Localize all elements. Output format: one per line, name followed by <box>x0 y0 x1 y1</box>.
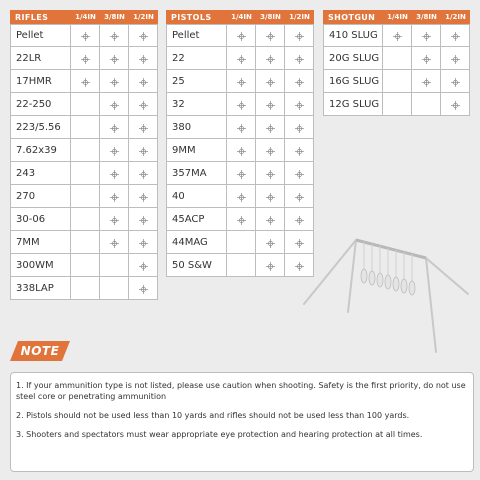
thickness-cell <box>441 93 470 116</box>
crosshair-icon <box>139 216 148 225</box>
thickness-cell <box>71 162 100 185</box>
crosshair-icon <box>237 55 246 64</box>
shotgun-header: SHOTGUN <box>323 10 383 24</box>
table-row <box>323 70 470 93</box>
ammo-name: 410 SLUG <box>323 24 383 47</box>
crosshair-icon <box>139 147 148 156</box>
crosshair-icon <box>139 101 148 110</box>
crosshair-icon <box>237 101 246 110</box>
table-row <box>166 254 314 277</box>
note-box <box>10 372 474 472</box>
thickness-cell <box>227 162 256 185</box>
table-row <box>166 185 314 208</box>
crosshair-icon <box>139 124 148 133</box>
crosshair-icon <box>266 55 275 64</box>
table-row <box>10 47 158 70</box>
table-row <box>166 70 314 93</box>
thickness-cell <box>412 24 441 47</box>
crosshair-icon <box>110 124 119 133</box>
thickness-cell <box>412 47 441 70</box>
table-row <box>323 93 470 116</box>
ammo-name: 32 <box>166 93 227 116</box>
table-row <box>166 116 314 139</box>
thickness-cell <box>71 185 100 208</box>
thickness-cell <box>129 139 158 162</box>
crosshair-icon <box>422 32 431 41</box>
crosshair-icon <box>237 78 246 87</box>
crosshair-icon <box>451 78 460 87</box>
crosshair-icon <box>110 239 119 248</box>
crosshair-icon <box>139 285 148 294</box>
thickness-cell <box>100 162 129 185</box>
ammo-name: 9MM <box>166 139 227 162</box>
column-header-half-inch: 1/2IN <box>129 10 158 24</box>
rifles-header: RIFLES <box>10 10 71 24</box>
thickness-cell <box>256 93 285 116</box>
crosshair-icon <box>266 32 275 41</box>
ammo-name: 357MA <box>166 162 227 185</box>
ammo-name: 50 S&W <box>166 254 227 277</box>
thickness-cell <box>100 254 129 277</box>
thickness-cell <box>100 277 129 300</box>
thickness-cell <box>412 70 441 93</box>
table-row <box>10 93 158 116</box>
crosshair-icon <box>81 55 90 64</box>
thickness-cell <box>285 139 314 162</box>
thickness-cell <box>100 185 129 208</box>
crosshair-icon <box>266 216 275 225</box>
column-header-three-eighths-inch: 3/8IN <box>256 10 285 24</box>
thickness-cell <box>100 139 129 162</box>
column-header-quarter-inch: 1/4IN <box>383 10 412 24</box>
table-row <box>10 231 158 254</box>
ammo-name: 25 <box>166 70 227 93</box>
ammo-name: 12G SLUG <box>323 93 383 116</box>
thickness-cell <box>129 231 158 254</box>
thickness-cell <box>256 47 285 70</box>
crosshair-icon <box>110 216 119 225</box>
thickness-cell <box>227 70 256 93</box>
thickness-cell <box>129 116 158 139</box>
crosshair-icon <box>266 239 275 248</box>
thickness-cell <box>100 93 129 116</box>
thickness-cell <box>71 93 100 116</box>
thickness-cell <box>256 208 285 231</box>
crosshair-icon <box>139 55 148 64</box>
crosshair-icon <box>295 216 304 225</box>
crosshair-icon <box>110 170 119 179</box>
table-row <box>166 139 314 162</box>
thickness-cell <box>227 47 256 70</box>
thickness-cell <box>129 162 158 185</box>
thickness-cell <box>441 24 470 47</box>
thickness-cell <box>71 70 100 93</box>
table-header-row <box>166 10 314 24</box>
table-row <box>323 47 470 70</box>
crosshair-icon <box>451 101 460 110</box>
crosshair-icon <box>266 124 275 133</box>
thickness-cell <box>227 24 256 47</box>
thickness-cell <box>256 116 285 139</box>
table-row <box>166 47 314 70</box>
table-row <box>10 185 158 208</box>
thickness-cell <box>71 47 100 70</box>
crosshair-icon <box>110 32 119 41</box>
thickness-cell <box>256 162 285 185</box>
note-line-3: 3. Shooters and spectators must wear appropriate eye protection and hearing protection at all times. <box>16 430 423 439</box>
crosshair-icon <box>295 78 304 87</box>
thickness-cell <box>71 277 100 300</box>
table-header-row <box>323 10 470 24</box>
thickness-cell <box>256 254 285 277</box>
crosshair-icon <box>266 170 275 179</box>
crosshair-icon <box>139 78 148 87</box>
thickness-cell <box>100 24 129 47</box>
crosshair-icon <box>237 216 246 225</box>
table-header-row <box>10 10 158 24</box>
ammo-name: 223/5.56 <box>10 116 71 139</box>
note-line-1: 1. If your ammunition type is not listed, please use caution when shooting. Safety is the first priority, do not use steel core or penetrating ammunition <box>16 381 466 401</box>
thickness-cell <box>441 47 470 70</box>
thickness-cell <box>100 208 129 231</box>
column-header-quarter-inch: 1/4IN <box>227 10 256 24</box>
thickness-cell <box>227 254 256 277</box>
crosshair-icon <box>451 55 460 64</box>
table-row <box>10 254 158 277</box>
ammo-name: 380 <box>166 116 227 139</box>
table-row <box>323 24 470 47</box>
ammo-name: 300WM <box>10 254 71 277</box>
table-row <box>10 277 158 300</box>
crosshair-icon <box>110 78 119 87</box>
thickness-cell <box>129 47 158 70</box>
crosshair-icon <box>295 124 304 133</box>
pistols-header: PISTOLS <box>166 10 227 24</box>
thickness-cell <box>71 231 100 254</box>
column-header-quarter-inch: 1/4IN <box>71 10 100 24</box>
crosshair-icon <box>110 101 119 110</box>
crosshair-icon <box>81 32 90 41</box>
crosshair-icon <box>139 193 148 202</box>
table-row <box>166 93 314 116</box>
thickness-cell <box>256 185 285 208</box>
crosshair-icon <box>266 262 275 271</box>
ammo-name: 22LR <box>10 47 71 70</box>
thickness-cell <box>256 231 285 254</box>
thickness-cell <box>129 24 158 47</box>
thickness-cell <box>285 162 314 185</box>
crosshair-icon <box>81 78 90 87</box>
thickness-cell <box>256 70 285 93</box>
crosshair-icon <box>139 32 148 41</box>
crosshair-icon <box>295 101 304 110</box>
thickness-cell <box>129 70 158 93</box>
crosshair-icon <box>266 101 275 110</box>
crosshair-icon <box>237 170 246 179</box>
crosshair-icon <box>393 32 402 41</box>
ammo-name: 243 <box>10 162 71 185</box>
table-row <box>10 70 158 93</box>
thickness-cell <box>129 277 158 300</box>
thickness-cell <box>227 208 256 231</box>
thickness-cell <box>227 231 256 254</box>
thickness-cell <box>441 70 470 93</box>
ammo-name: 17HMR <box>10 70 71 93</box>
crosshair-icon <box>139 170 148 179</box>
ammo-name: 22 <box>166 47 227 70</box>
ammo-name: 16G SLUG <box>323 70 383 93</box>
pistols-table <box>166 10 314 277</box>
ammo-name: Pellet <box>166 24 227 47</box>
thickness-cell <box>383 70 412 93</box>
thickness-cell <box>285 116 314 139</box>
column-header-half-inch: 1/2IN <box>441 10 470 24</box>
crosshair-icon <box>266 147 275 156</box>
note-label: NOTE <box>20 344 60 358</box>
crosshair-icon <box>237 147 246 156</box>
ammo-name: 40 <box>166 185 227 208</box>
ammo-name: 30-06 <box>10 208 71 231</box>
target-stand-illustration <box>300 232 475 362</box>
crosshair-icon <box>295 32 304 41</box>
crosshair-icon <box>266 78 275 87</box>
table-row <box>10 139 158 162</box>
thickness-cell <box>100 70 129 93</box>
thickness-cell <box>285 24 314 47</box>
column-header-three-eighths-inch: 3/8IN <box>412 10 441 24</box>
crosshair-icon <box>295 55 304 64</box>
thickness-cell <box>71 254 100 277</box>
table-row <box>10 162 158 185</box>
column-header-half-inch: 1/2IN <box>285 10 314 24</box>
ammo-name: 7MM <box>10 231 71 254</box>
shotgun-table <box>323 10 470 116</box>
thickness-cell <box>129 254 158 277</box>
thickness-cell <box>227 116 256 139</box>
ammo-name: 20G SLUG <box>323 47 383 70</box>
thickness-cell <box>71 116 100 139</box>
column-header-three-eighths-inch: 3/8IN <box>100 10 129 24</box>
crosshair-icon <box>110 193 119 202</box>
ammo-name: 45ACP <box>166 208 227 231</box>
ammo-name: 270 <box>10 185 71 208</box>
crosshair-icon <box>110 147 119 156</box>
thickness-cell <box>100 231 129 254</box>
note-line-2: 2. Pistols should not be used less than 10 yards and rifles should not be used less than 100 yards. <box>16 411 410 420</box>
crosshair-icon <box>295 193 304 202</box>
thickness-cell <box>256 24 285 47</box>
table-row <box>166 208 314 231</box>
thickness-cell <box>100 116 129 139</box>
crosshair-icon <box>237 32 246 41</box>
thickness-cell <box>100 47 129 70</box>
thickness-cell <box>129 93 158 116</box>
ammo-name: 7.62x39 <box>10 139 71 162</box>
rifles-table <box>10 10 158 300</box>
crosshair-icon <box>237 124 246 133</box>
crosshair-icon <box>139 262 148 271</box>
thickness-cell <box>71 24 100 47</box>
thickness-cell <box>227 139 256 162</box>
thickness-cell <box>383 24 412 47</box>
thickness-cell <box>71 139 100 162</box>
thickness-cell <box>285 93 314 116</box>
crosshair-icon <box>110 55 119 64</box>
thickness-cell <box>383 47 412 70</box>
thickness-cell <box>227 185 256 208</box>
ammo-name: 338LAP <box>10 277 71 300</box>
thickness-cell <box>285 70 314 93</box>
thickness-cell <box>285 208 314 231</box>
thickness-cell <box>285 47 314 70</box>
table-row <box>166 231 314 254</box>
thickness-cell <box>383 93 412 116</box>
crosshair-icon <box>451 32 460 41</box>
crosshair-icon <box>139 239 148 248</box>
thickness-cell <box>129 208 158 231</box>
crosshair-icon <box>422 78 431 87</box>
thickness-cell <box>71 208 100 231</box>
ammo-name: 44MAG <box>166 231 227 254</box>
thickness-cell <box>285 185 314 208</box>
thickness-cell <box>256 139 285 162</box>
crosshair-icon <box>237 193 246 202</box>
thickness-cell <box>129 185 158 208</box>
crosshair-icon <box>295 147 304 156</box>
ammo-name: 22-250 <box>10 93 71 116</box>
table-row <box>166 24 314 47</box>
table-row <box>10 24 158 47</box>
crosshair-icon <box>295 170 304 179</box>
thickness-cell <box>412 93 441 116</box>
table-row <box>10 208 158 231</box>
table-row <box>10 116 158 139</box>
crosshair-icon <box>422 55 431 64</box>
thickness-cell <box>227 93 256 116</box>
ammo-name: Pellet <box>10 24 71 47</box>
table-row <box>166 162 314 185</box>
crosshair-icon <box>266 193 275 202</box>
